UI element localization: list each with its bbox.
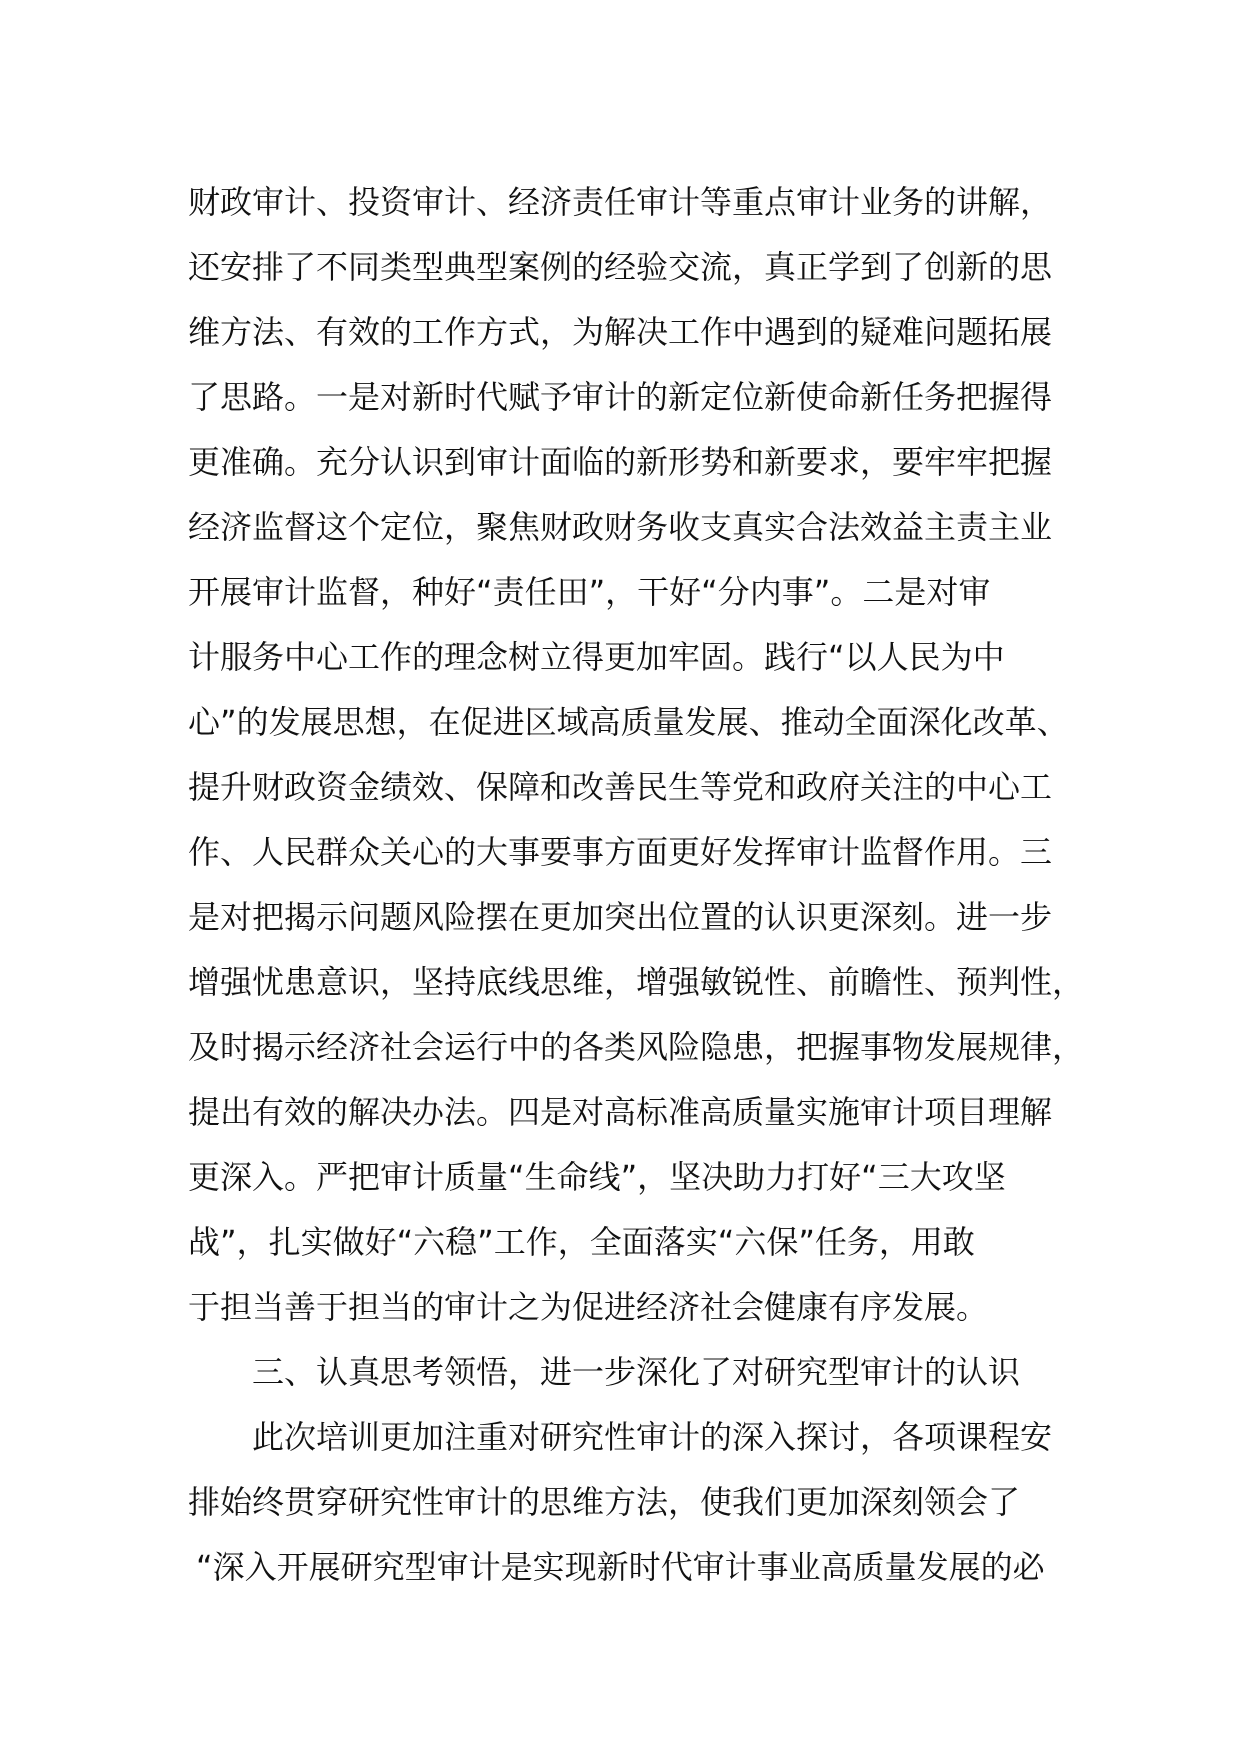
text-line: 经济监督这个定位，聚焦财政财务收支真实合法效益主责主业: [188, 508, 1053, 546]
text-line: 还安排了不同类型典型案例的经验交流，真正学到了创新的思: [188, 248, 1053, 286]
text-line: 提升财政资金绩效、保障和改善民生等党和政府关注的中心工: [188, 768, 1053, 806]
text-line: 维方法、有效的工作方式，为解决工作中遇到的疑难问题拓展: [188, 313, 1053, 351]
text-line: 财政审计、投资审计、经济责任审计等重点审计业务的讲解，: [188, 183, 1053, 221]
body-text: [188, 170, 1088, 1600]
section-heading: 三、认真思考领悟，进一步深化了对研究型审计的认识: [252, 1353, 1021, 1391]
text-line: 排始终贯穿研究性审计的思维方法，使我们更加深刻领会了: [188, 1483, 1021, 1521]
text-line: “深入开展研究型审计是实现新时代审计事业高质量发展的必: [196, 1548, 1045, 1586]
text-line: 作、人民群众关心的大事要事方面更好发挥审计监督作用。三: [188, 833, 1053, 871]
text-line: 及时揭示经济社会运行中的各类风险隐患，把握事物发展规律，: [188, 1028, 1085, 1066]
text-line: 此次培训更加注重对研究性审计的深入探讨，各项课程安: [252, 1418, 1053, 1456]
text-line: 更准确。充分认识到审计面临的新形势和新要求，要牢牢把握: [188, 443, 1053, 481]
text-line: 战”，扎实做好“六稳”工作，全面落实“六保”任务，用敢: [188, 1223, 975, 1261]
text-line: 开展审计监督，种好“责任田”，干好“分内事”。二是对审: [188, 573, 991, 611]
text-line: 于担当善于担当的审计之为促进经济社会健康有序发展。: [188, 1288, 989, 1326]
text-line: 心”的发展思想，在促进区域高质量发展、推动全面深化改革、: [188, 703, 1069, 741]
text-line: 计服务中心工作的理念树立得更加牢固。践行“以人民为中: [188, 638, 1005, 676]
text-line: 提出有效的解决办法。四是对高标准高质量实施审计项目理解: [188, 1093, 1053, 1131]
text-line: 了思路。一是对新时代赋予审计的新定位新使命新任务把握得: [188, 378, 1053, 416]
text-line: 是对把揭示问题风险摆在更加突出位置的认识更深刻。进一步: [188, 898, 1053, 936]
text-line: 更深入。严把审计质量“生命线”，坚决助力打好“三大攻坚: [188, 1158, 1006, 1196]
text-line: 增强忧患意识，坚持底线思维，增强敏锐性、前瞻性、预判性，: [188, 963, 1085, 1001]
